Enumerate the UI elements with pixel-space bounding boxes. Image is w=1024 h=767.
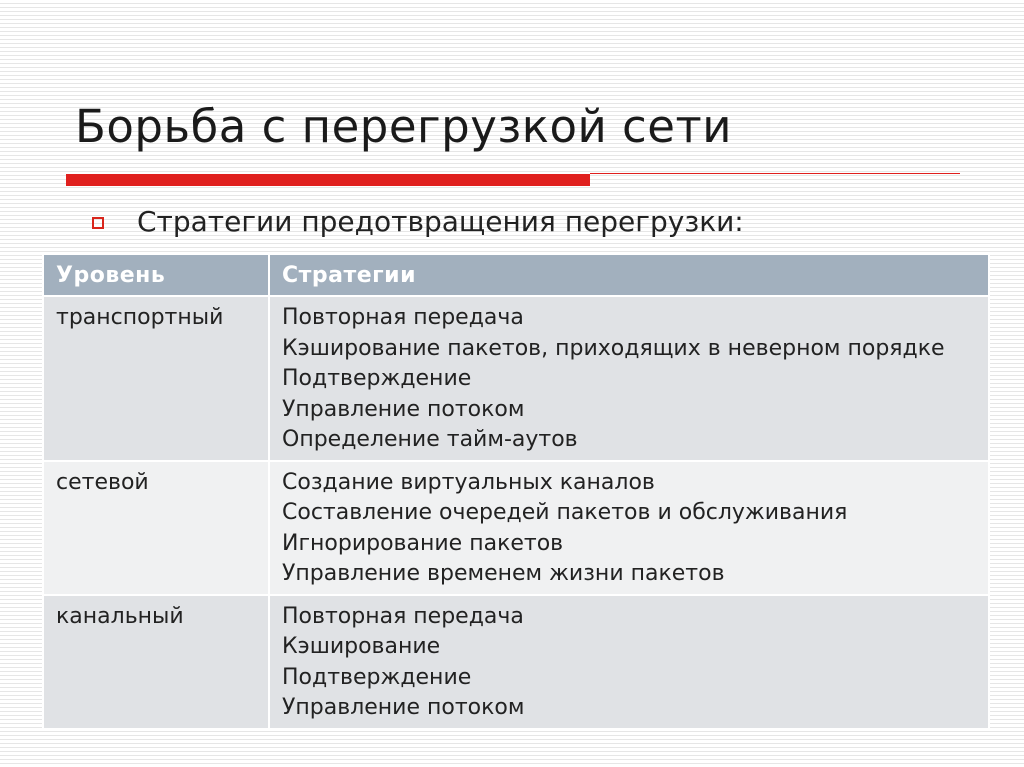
level-cell: сетевой xyxy=(43,461,269,595)
strategy-item: Управление временем жизни пакетов xyxy=(282,561,725,586)
strategies-table xyxy=(42,253,990,730)
table-row xyxy=(43,595,989,729)
strategy-item: Управление потоком xyxy=(282,695,525,720)
header-level: Уровень xyxy=(43,254,269,296)
strategy-item: Подтверждение xyxy=(282,664,472,690)
strategy-item: Создание виртуальных каналов xyxy=(282,469,655,495)
table-header-row xyxy=(43,254,989,296)
title-underline-thin xyxy=(590,173,960,174)
strategy-item: Подтверждение xyxy=(282,366,472,391)
strategy-item: Кэширование xyxy=(282,634,441,659)
table-row xyxy=(43,461,989,595)
strategy-item: Определение тайм-аутов xyxy=(282,427,578,452)
strategies-cell xyxy=(269,461,989,595)
strategy-item: Повторная передача xyxy=(282,305,524,330)
level-cell: транспортный xyxy=(43,296,269,461)
strategy-item: Игнорирование пакетов xyxy=(282,530,564,556)
strategy-item: Составление очередей пакетов и обслуживания xyxy=(282,500,848,525)
title-underline-thick xyxy=(66,174,590,186)
strategies-cell xyxy=(269,595,989,729)
strategy-item: Управление потоком xyxy=(282,396,525,422)
square-bullet-icon xyxy=(92,217,104,229)
bullet-item xyxy=(92,205,744,238)
slide-title: Борьба с перегрузкой сети xyxy=(75,100,732,153)
strategy-item: Кэширование пакетов, приходящих в неверном порядке xyxy=(282,335,945,361)
strategies-cell xyxy=(269,296,989,461)
strategy-item: Повторная передача xyxy=(282,603,524,629)
header-strategies: Стратегии xyxy=(269,254,989,296)
level-cell: канальный xyxy=(43,595,269,729)
bullet-text: Стратегии предотвращения перегрузки: xyxy=(137,205,744,238)
table-row xyxy=(43,296,989,461)
